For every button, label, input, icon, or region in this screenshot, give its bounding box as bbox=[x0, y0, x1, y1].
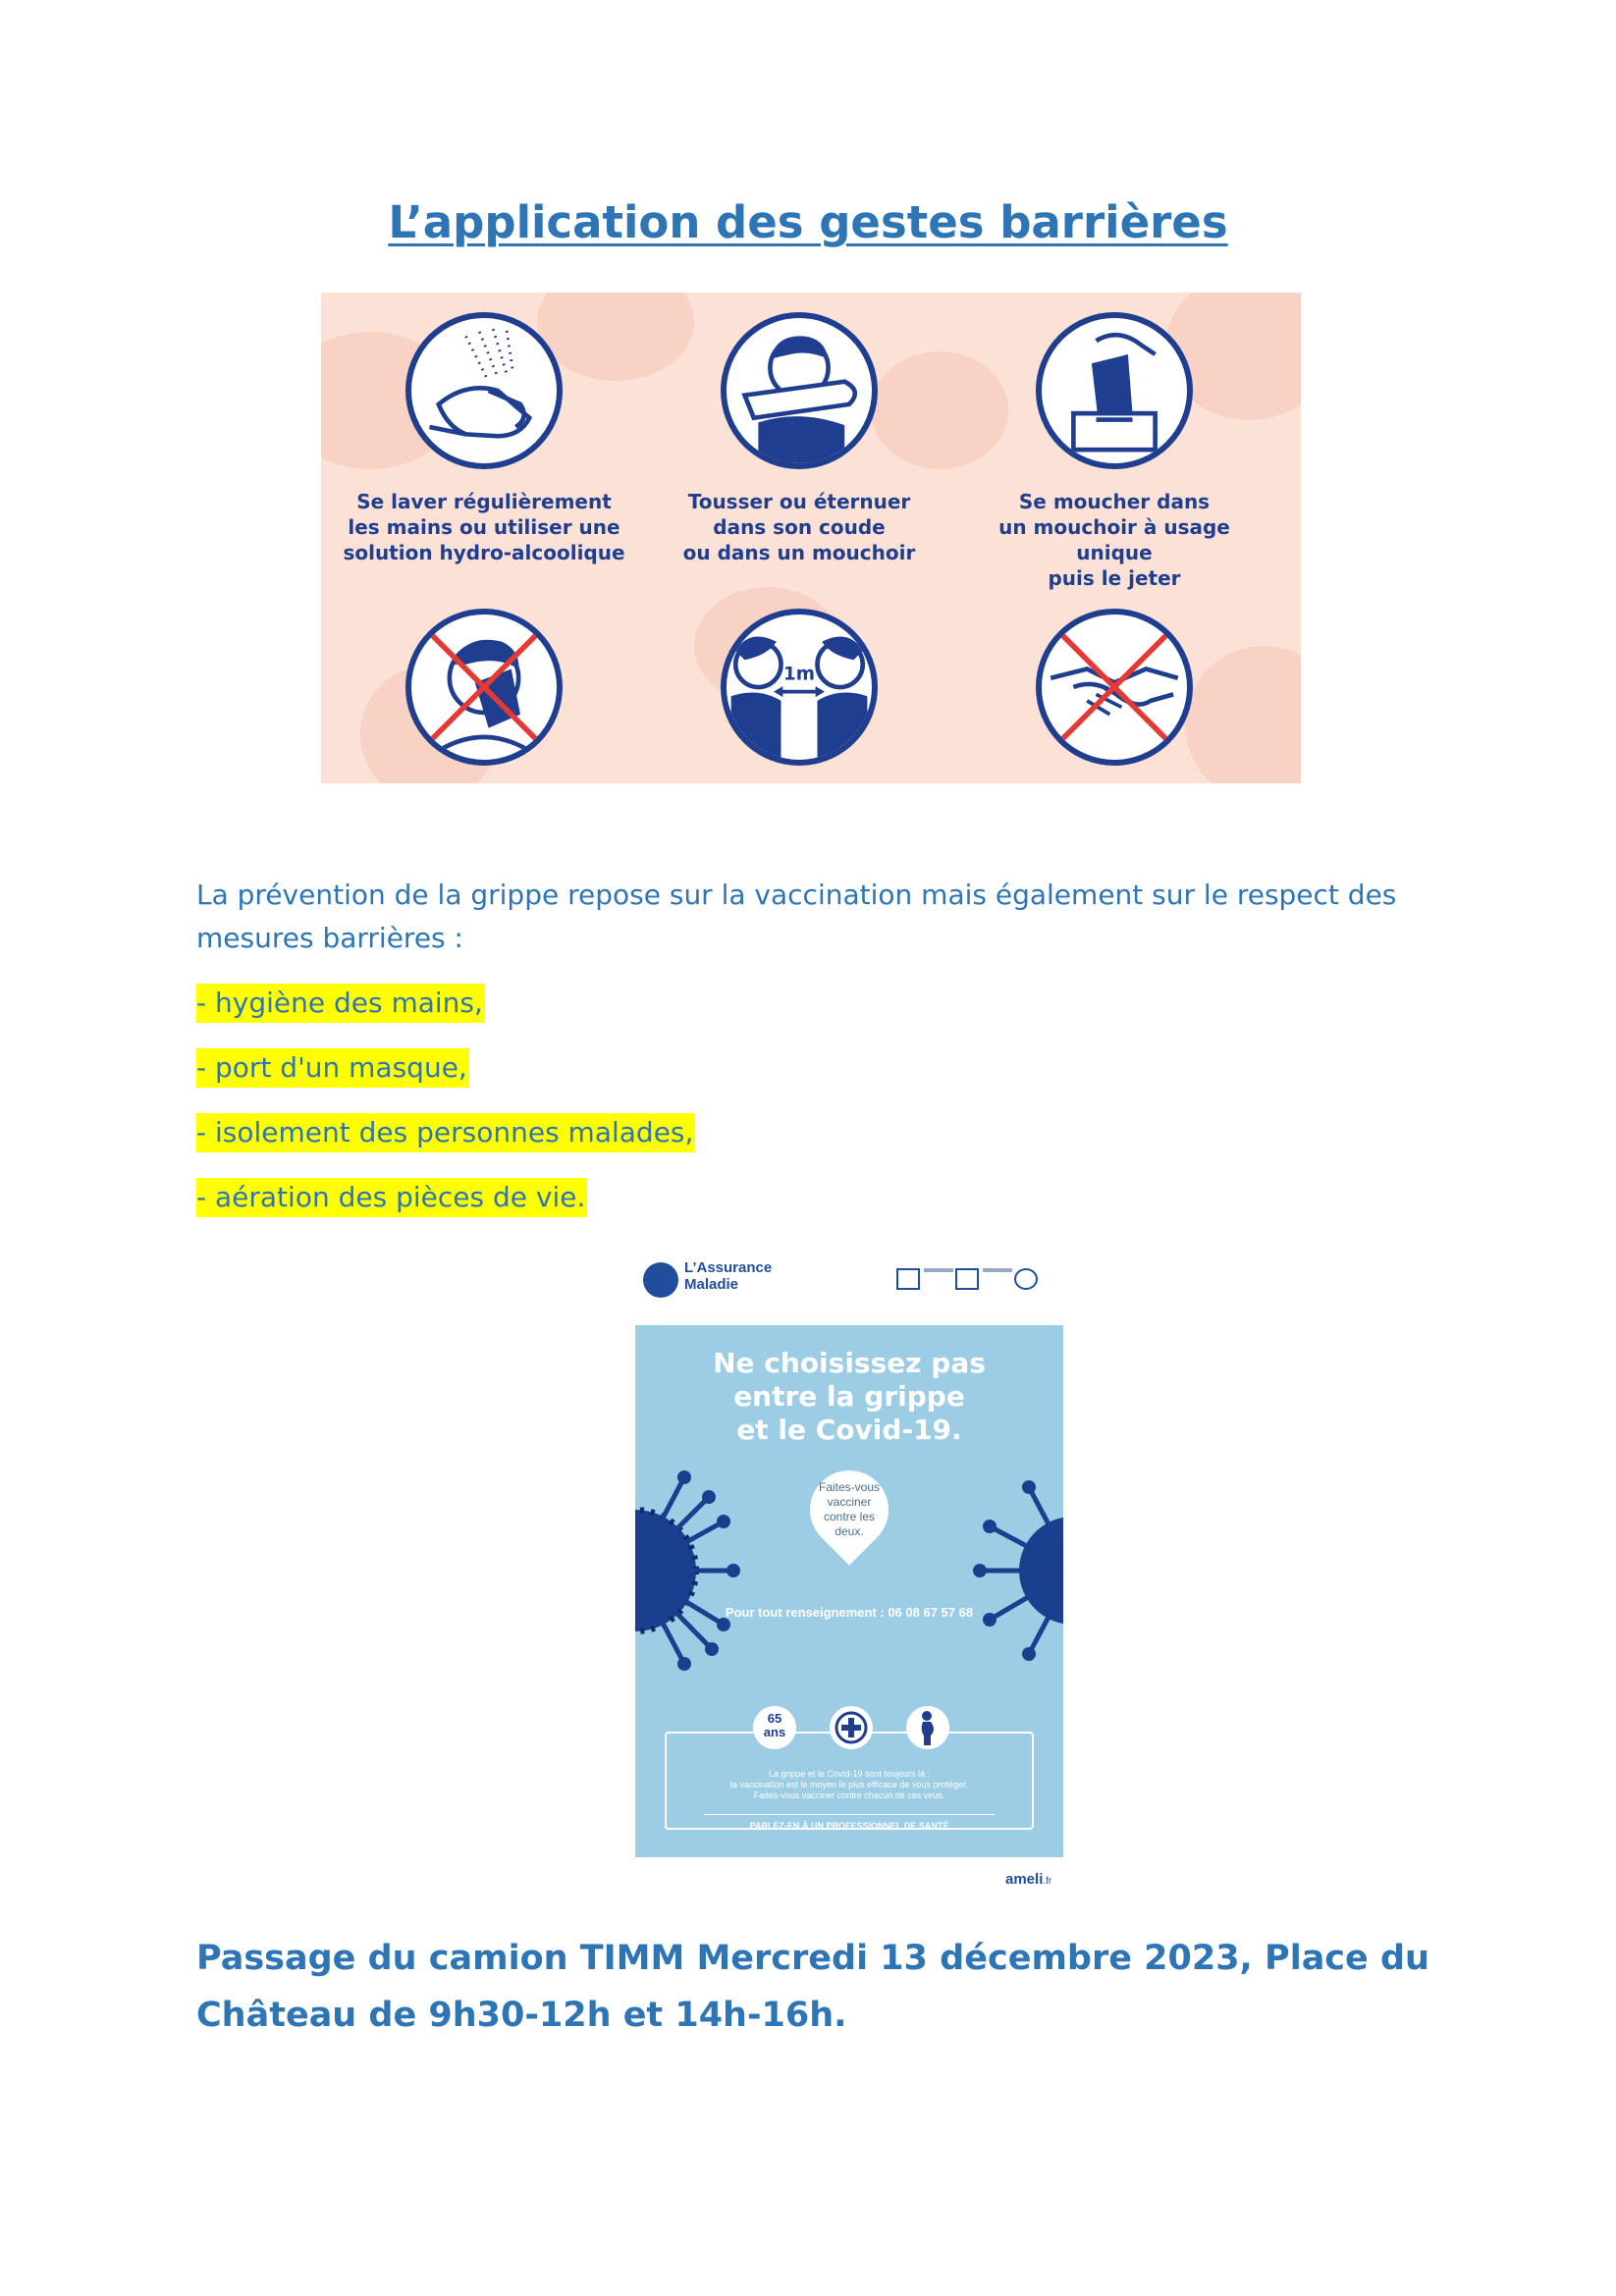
ministry-logo-icon bbox=[896, 1268, 920, 1290]
no-face-touch-icon bbox=[405, 609, 563, 766]
sante-logo-icon bbox=[955, 1268, 979, 1290]
no-handshake-icon bbox=[1036, 609, 1193, 766]
ameli-logo: ameli.fr bbox=[1005, 1871, 1052, 1888]
background-shape bbox=[1185, 646, 1301, 783]
pin-message: Faites-vous vacciner contre les deux. bbox=[818, 1480, 881, 1538]
poster-header bbox=[643, 1256, 1065, 1306]
distance-label: 1m bbox=[782, 664, 816, 685]
poster-icons bbox=[753, 1706, 949, 1755]
sante-publique-logo-icon bbox=[1014, 1268, 1038, 1290]
gesture-caption: Se laver régulièrement les mains ou utiliser une solution hydro-alcoolique bbox=[343, 490, 625, 564]
distance-icon bbox=[721, 609, 878, 766]
measure-item: - aération des pièces de vie. bbox=[196, 1178, 587, 1217]
poster-divider bbox=[704, 1814, 995, 1815]
cough-elbow-icon bbox=[721, 312, 878, 469]
virus-left-icon bbox=[635, 1453, 743, 1688]
medical-cross-icon bbox=[830, 1706, 873, 1749]
ministry-text-placeholder bbox=[924, 1268, 953, 1272]
truck-visit-announcement: Passage du camion TIMM Mercredi 13 décembre 2023, Place du Château de 9h30-12h et 14h-16h. bbox=[196, 1939, 1429, 2035]
sante-text-placeholder bbox=[983, 1268, 1012, 1272]
poster-contact: Pour tout renseignement : 06 08 67 57 68 bbox=[725, 1605, 974, 1620]
measure-item: - hygiène des mains, bbox=[196, 984, 485, 1023]
pregnant-woman-icon bbox=[906, 1706, 949, 1749]
poster-headline: Ne choisissez pas entre la grippe et le Covid-19. bbox=[713, 1347, 986, 1446]
assurance-maladie-mark-icon bbox=[643, 1262, 678, 1298]
vaccination-poster bbox=[635, 1325, 1063, 1857]
measure-item: - port d'un masque, bbox=[196, 1048, 469, 1088]
background-shape bbox=[871, 351, 1008, 469]
gesture-caption: Tousser ou éternuer dans son coude ou dans un mouchoir bbox=[682, 490, 916, 564]
poster-cta: PARLEZ-EN À UN PROFESSIONNEL DE SANTÉ bbox=[749, 1821, 949, 1831]
poster-body-text: La grippe et le Covid-19 sont toujours là : la vaccination est le moyen le plus efficace de vous protéger. Faites-vous vacciner contre chacun de ces virus. bbox=[730, 1769, 968, 1800]
page-title: L’application des gestes barrières bbox=[388, 196, 1228, 248]
gesture-caption: Se moucher dans un mouchoir à usage unique puis le jeter bbox=[998, 490, 1230, 590]
measure-item: - isolement des personnes malades, bbox=[196, 1113, 695, 1152]
tissue-icon bbox=[1036, 312, 1193, 469]
background-shape bbox=[537, 293, 694, 381]
barrier-gestures-panel bbox=[321, 293, 1301, 783]
age-65-icon: 65 ans bbox=[753, 1706, 796, 1749]
virus-right-icon bbox=[965, 1472, 1063, 1669]
intro-paragraph: La prévention de la grippe repose sur la vaccination mais également sur le respect des mesures barrières : bbox=[196, 879, 1397, 954]
handwashing-icon bbox=[405, 312, 563, 469]
assurance-maladie-logo: L’Assurance Maladie bbox=[643, 1256, 790, 1306]
